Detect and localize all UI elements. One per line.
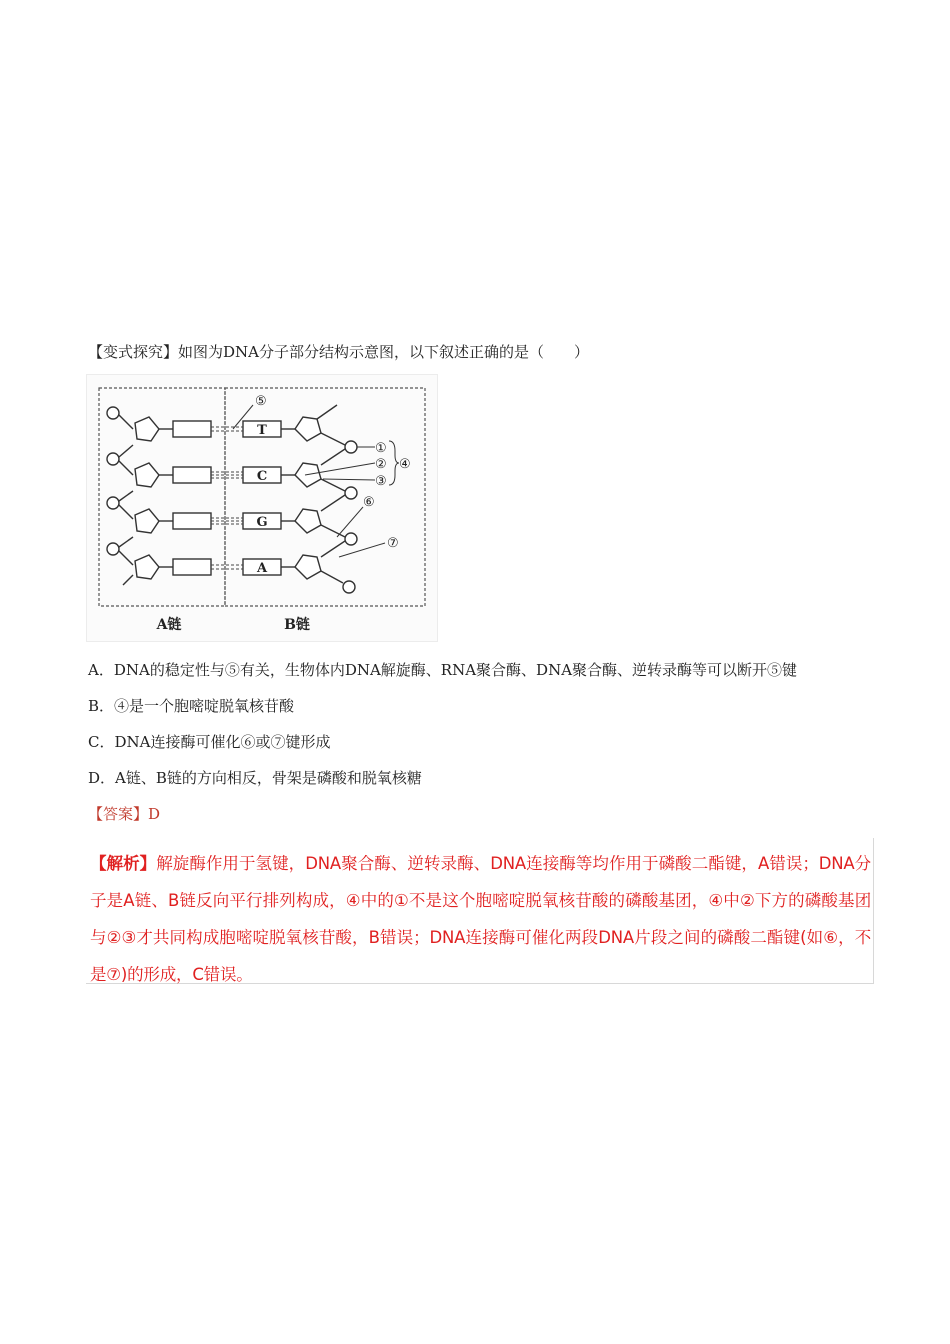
sugar-b1	[295, 417, 321, 441]
phosphate-b2	[345, 487, 357, 499]
dna-structure-figure	[86, 374, 438, 642]
phosphate-a3	[107, 497, 119, 509]
analysis-box	[86, 838, 874, 984]
callout-3: ③	[375, 474, 387, 489]
answer-label: 【答案】	[88, 805, 149, 823]
phosphate-b3	[345, 533, 357, 545]
sugar-a4	[135, 555, 159, 579]
sugar-a3	[135, 509, 159, 533]
option-c: C．DNA连接酶可催化⑥或⑦键形成	[88, 733, 331, 751]
sugar-b2	[295, 463, 321, 487]
base-label-g: G	[256, 515, 268, 530]
base-a3	[173, 513, 211, 529]
answer-value: D	[148, 805, 161, 823]
base-a2	[173, 467, 211, 483]
chain-b-label: B链	[284, 617, 310, 633]
callout-4: ④	[399, 457, 411, 472]
option-d: D．A链、B链的方向相反，骨架是磷酸和脱氧核糖	[88, 769, 422, 787]
base-label-c: C	[256, 469, 268, 484]
base-a4	[173, 559, 211, 575]
option-a: A．DNA的稳定性与⑤有关，生物体内DNA解旋酶、RNA聚合酶、DNA聚合酶、逆转录酶等可以断开⑤键	[88, 661, 798, 679]
question-text: 如图为DNA分子部分结构示意图，以下叙述正确的是（ ）	[178, 343, 590, 361]
callout-5: ⑤	[255, 394, 267, 409]
phosphate-b1	[345, 441, 357, 453]
phosphate-a1	[107, 407, 119, 419]
callout-7: ⑦	[387, 536, 399, 551]
sugar-b3	[295, 509, 321, 533]
answer-line	[88, 803, 160, 825]
analysis-text: 解旋酶作用于氢键，DNA聚合酶、逆转录酶、DNA连接酶等均作用于磷酸二酯键，A错误；DNA分子是A链、B链反向平行排列构成，④中的①不是这个胞嘧啶脱氧核苷酸的磷酸基团，④中②下方的磷酸基团与②③才共同构成胞嘧啶脱氧核苷酸，B错误；DNA连接酶可催化两段DNA片段之间的磷酸二酯键(如⑥，不是⑦)的形成，C错误。	[90, 854, 871, 984]
phosphate-a4	[107, 543, 119, 555]
sugar-b4	[295, 555, 321, 579]
question-stem	[88, 341, 589, 363]
base-label-t: T	[257, 423, 267, 438]
chain-a-label: A链	[156, 617, 182, 633]
callout-6: ⑥	[363, 495, 375, 510]
base-label-a: A	[256, 561, 268, 576]
sugar-a2	[135, 463, 159, 487]
phosphate-a2	[107, 453, 119, 465]
callout-2: ②	[375, 457, 387, 472]
option-b: B．④是一个胞嘧啶脱氧核苷酸	[88, 697, 295, 715]
analysis-label: 【解析】	[90, 854, 157, 873]
question-label: 【变式探究】	[88, 343, 179, 361]
phosphate-b4	[343, 581, 355, 593]
callout-1: ①	[375, 441, 387, 456]
base-a1	[173, 421, 211, 437]
sugar-a1	[135, 417, 159, 441]
